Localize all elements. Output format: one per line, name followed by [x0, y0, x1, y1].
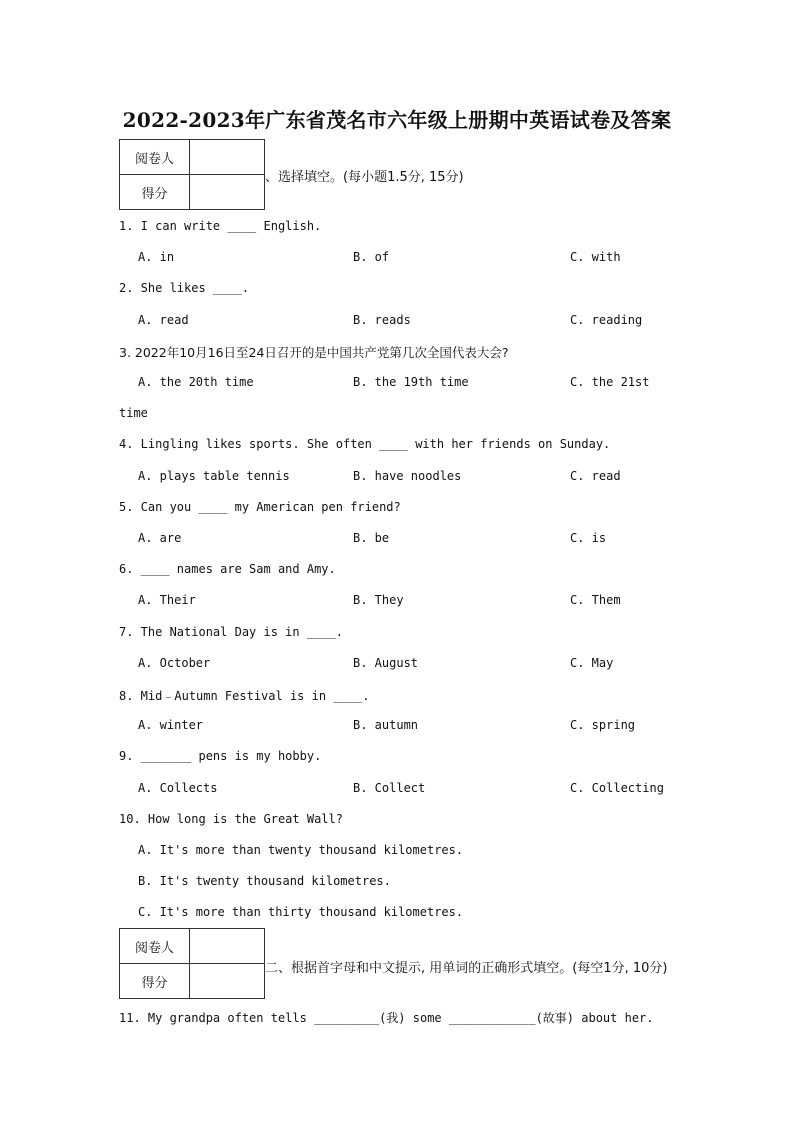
question-3: 3. 2022年10月16日至24日召开的是中国共产党第几次全国代表大会?: [119, 345, 509, 360]
page-title: 2022-2023年广东省茂名市六年级上册期中英语试卷及答案: [122, 108, 672, 132]
question-10-option-c[interactable]: C. It's more than thirty thousand kilometres.: [138, 905, 464, 919]
score-box-1: [119, 139, 265, 210]
question-8-option-a[interactable]: A. winter: [138, 718, 204, 732]
score-label: 得分: [120, 175, 190, 210]
score-cell[interactable]: [190, 175, 265, 210]
question-2: 2. She likes ____.: [119, 281, 250, 295]
question-8-option-b[interactable]: B. autumn: [353, 718, 419, 732]
reviewer-label: 阅卷人: [120, 140, 190, 175]
question-1-option-c[interactable]: C. with: [570, 250, 621, 264]
question-1-option-b[interactable]: B. of: [353, 250, 390, 264]
question-5-option-c[interactable]: C. is: [570, 531, 607, 545]
score-label: 得分: [120, 964, 190, 999]
section-2-title: 二、根据首字母和中文提示, 用单词的正确形式填空。(每空1分, 10分): [265, 961, 668, 976]
question-1-option-a[interactable]: A. in: [138, 250, 175, 264]
question-9-option-c[interactable]: C. Collecting: [570, 781, 664, 795]
question-2-option-b[interactable]: B. reads: [353, 313, 411, 327]
question-3-option-a[interactable]: A. the 20th time: [138, 375, 254, 389]
question-5-option-a[interactable]: A. are: [138, 531, 182, 545]
question-10-option-b[interactable]: B. It's twenty thousand kilometres.: [138, 874, 391, 888]
question-1: 1. I can write ____ English.: [119, 219, 322, 233]
question-9: 9. _______ pens is my hobby.: [119, 749, 322, 763]
question-7-option-c[interactable]: C. May: [570, 656, 614, 670]
section-1-title: 、选择填空。(每小题1.5分, 15分): [265, 170, 464, 185]
question-7-option-a[interactable]: A. October: [138, 656, 211, 670]
score-cell[interactable]: [190, 964, 265, 999]
question-6-option-c[interactable]: C. Them: [570, 593, 621, 607]
question-8-option-c[interactable]: C. spring: [570, 718, 636, 732]
reviewer-cell[interactable]: [190, 140, 265, 175]
question-6: 6. ____ names are Sam and Amy.: [119, 562, 336, 576]
question-4-option-c[interactable]: C. read: [570, 469, 621, 483]
score-box-2: [119, 928, 265, 999]
question-9-option-b[interactable]: B. Collect: [353, 781, 426, 795]
question-4-option-b[interactable]: B. have noodles: [353, 469, 462, 483]
question-2-option-a[interactable]: A. read: [138, 313, 189, 327]
question-10: 10. How long is the Great Wall?: [119, 812, 343, 826]
reviewer-cell[interactable]: [190, 929, 265, 964]
question-11: 11. My grandpa often tells _________(我) some ____________(故事) about her.: [119, 1011, 654, 1025]
question-8: 8. Mid﹣Autumn Festival is in ____.: [119, 689, 370, 703]
question-3-option-c[interactable]: C. the 21st: [570, 375, 650, 389]
question-9-option-a[interactable]: A. Collects: [138, 781, 218, 795]
question-6-option-a[interactable]: A. Their: [138, 593, 196, 607]
reviewer-label: 阅卷人: [120, 929, 190, 964]
question-3-option-b[interactable]: B. the 19th time: [353, 375, 469, 389]
question-6-option-b[interactable]: B. They: [353, 593, 404, 607]
question-2-option-c[interactable]: C. reading: [570, 313, 643, 327]
question-10-option-a[interactable]: A. It's more than twenty thousand kilometres.: [138, 843, 464, 857]
question-7: 7. The National Day is in ____.: [119, 625, 343, 639]
question-3-option-c-wrap: time: [119, 406, 148, 420]
question-5-option-b[interactable]: B. be: [353, 531, 390, 545]
question-5: 5. Can you ____ my American pen friend?: [119, 500, 401, 514]
question-7-option-b[interactable]: B. August: [353, 656, 419, 670]
question-4: 4. Lingling likes sports. She often ____ with her friends on Sunday.: [119, 437, 611, 451]
question-4-option-a[interactable]: A. plays table tennis: [138, 469, 290, 483]
